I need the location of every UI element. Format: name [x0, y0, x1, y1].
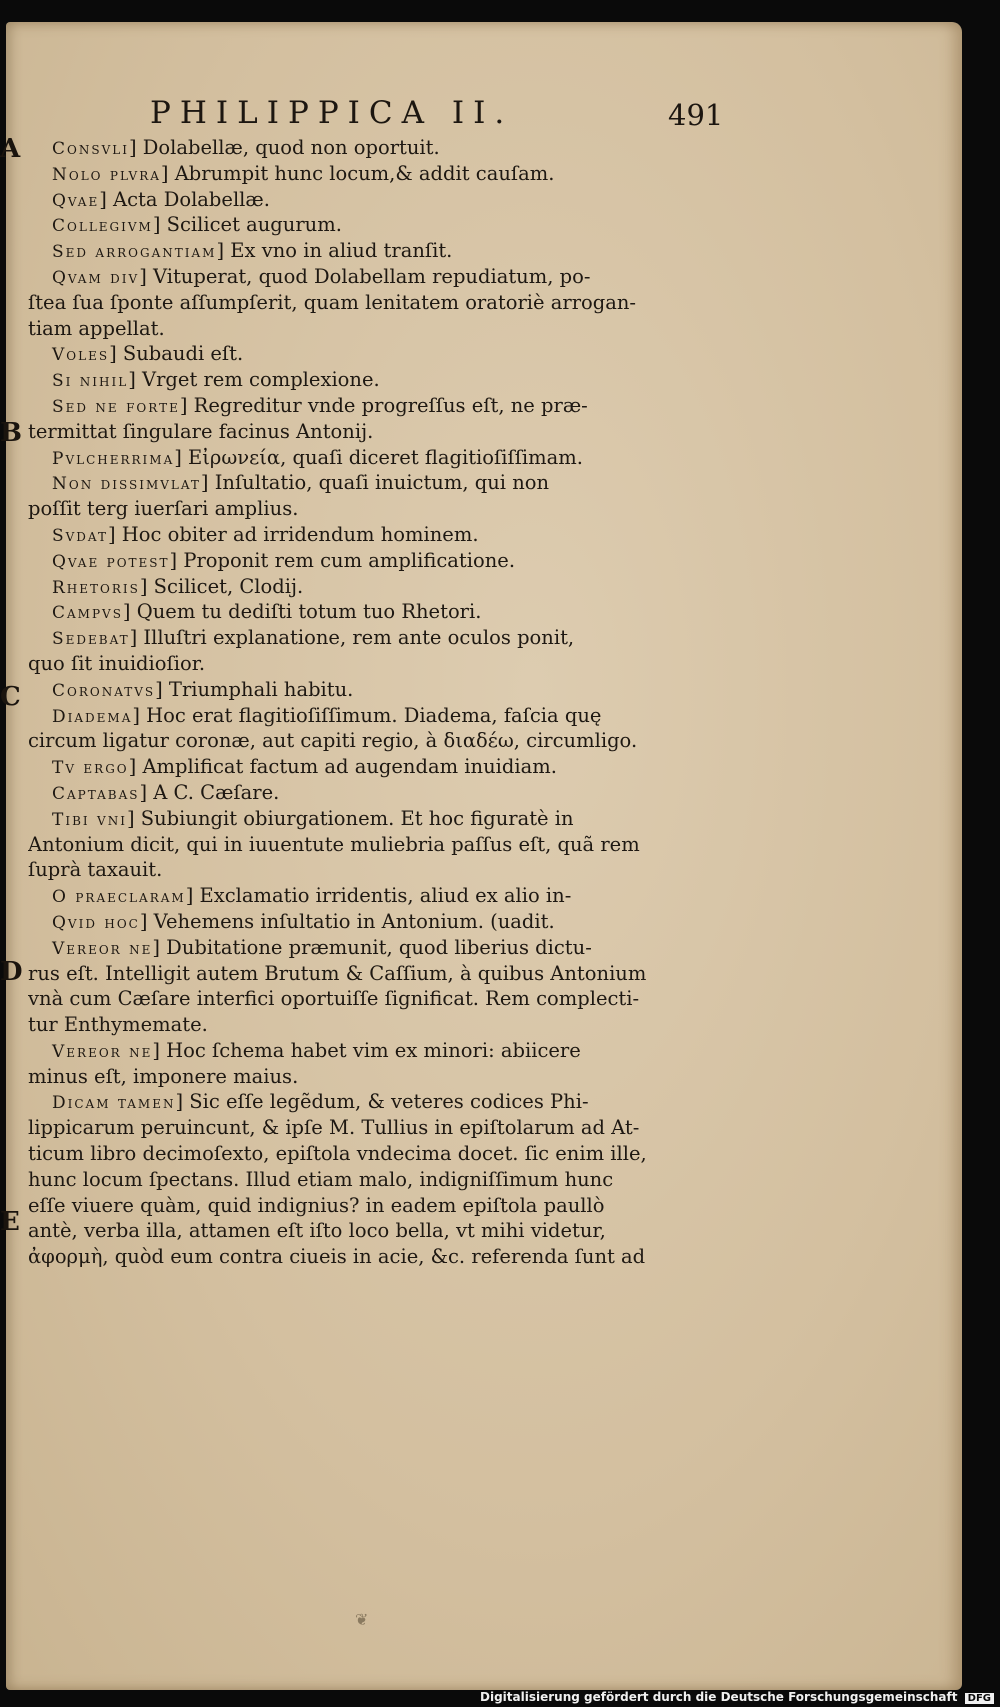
lemma: Svdat [52, 525, 108, 546]
gloss: ] Vehemens inſultatio in Antonium. (uadit. [139, 909, 555, 933]
text-line [28, 187, 728, 213]
text-line [28, 496, 728, 522]
gloss: ſtea ſua ſponte aſſumpſerit, quam lenitatem oratoriè arrogan- [28, 290, 637, 314]
text-line [28, 806, 728, 832]
text-line [28, 986, 728, 1012]
gloss: ] Illuſtri explanatione, rem ante oculos ponit, [129, 626, 575, 650]
text-line [28, 470, 728, 496]
text-line [28, 651, 728, 677]
dfg-logo: DFG [965, 1693, 994, 1704]
gloss: ] Hoc obiter ad irridendum hominem. [107, 522, 479, 546]
text-line [28, 728, 728, 754]
gloss: ] Regreditur vnde progreſſus eſt, ne præ- [179, 393, 588, 417]
gloss: ſuprà taxauit. [28, 858, 163, 882]
text-line [28, 264, 728, 290]
lemma: Sed ne forte [52, 396, 180, 417]
gloss: minus eſt, imponere maius. [28, 1064, 299, 1088]
page-number: 491 [668, 98, 724, 132]
text-line [28, 1218, 728, 1244]
text-line [28, 367, 728, 393]
margin-letter-e: E [0, 1207, 20, 1237]
lemma: Coronatvs [52, 680, 156, 701]
text-line [28, 393, 728, 419]
gloss: ] Sic eſſe legẽdum, & veteres codices Phi- [175, 1090, 589, 1114]
text-line [28, 883, 728, 909]
ornament-mark: ❦ [355, 1610, 369, 1629]
lemma: Diadema [52, 706, 133, 727]
text-line [28, 754, 728, 780]
gloss: ] Dolabellæ, quod non oportuit. [128, 136, 440, 159]
gloss: ] Subiungit obiurgationem. Et hoc figuratè in [126, 806, 574, 830]
gloss: eſſe viuere quàm, quid indignius? in eadem epiſtola paullò [28, 1193, 605, 1217]
gloss: ] Hoc erat flagitioſiſſimum. Diadema, faſcia quę [132, 703, 602, 727]
text-line [28, 419, 728, 445]
text-line [28, 1038, 728, 1064]
text-line [28, 677, 728, 703]
text-line [28, 961, 728, 987]
lemma: Qvae potest [52, 551, 170, 572]
text-line [28, 212, 728, 238]
text-line [28, 161, 728, 187]
margin-letter-d: D [0, 957, 23, 987]
lemma: Non dissimvlat [52, 474, 201, 495]
commentary-text [28, 135, 728, 1270]
gloss: ] Quem tu dediſti totum tuo Rhetori. [122, 600, 482, 624]
margin-letter-b: B [0, 418, 22, 448]
lemma: Sed arrogantiam [52, 242, 217, 263]
gloss: ] Abrumpit hunc locum,& addit cauſam. [160, 161, 555, 185]
gloss: antè, verba illa, attamen eſt iſto loco bella, vt mihi videtur, [28, 1219, 606, 1243]
lemma: Sedebat [52, 629, 130, 650]
lemma: Qvid hoc [52, 912, 140, 933]
lemma: O praeclaram [52, 887, 186, 908]
lemma: Vereor ne [52, 1041, 153, 1062]
lemma: Dicam tamen [52, 1093, 176, 1114]
margin-letter-a: A [0, 134, 21, 164]
text-line [28, 1089, 728, 1115]
text-line [28, 341, 728, 367]
credit-text: Digitalisierung gefördert durch die Deutsche Forschungsgemeinschaft [480, 1690, 958, 1704]
gloss: hunc locum ſpectans. Illud etiam malo, indigniſſimum hunc [28, 1167, 614, 1191]
text-line [28, 445, 728, 471]
text-line [28, 290, 728, 316]
gloss: ] Inſultatio, quaſi inuictum, qui non [200, 471, 550, 495]
gloss: Antonium dicit, qui in iuuentute muliebria paſſus eſt, quã rem [28, 832, 640, 856]
gloss: ] Amplificat factum ad augendam inuidiam. [128, 755, 557, 779]
gloss: ] Scilicet, Clodij. [139, 574, 304, 598]
lemma: Qvae [52, 190, 100, 211]
text-line [28, 1167, 728, 1193]
lemma: Qvam div [52, 267, 140, 288]
text-line [28, 780, 728, 806]
text-line [28, 1244, 728, 1270]
gloss: ] Triumphali habitu. [155, 677, 354, 701]
gloss: ] A C. Cæſare. [139, 780, 280, 804]
gloss: ] Ex vno in aliud tranſit. [216, 239, 453, 263]
gloss: rus eſt. Intelligit autem Brutum & Caſſium, à quibus Antonium [28, 961, 647, 985]
gloss: ] Dubitatione præmunit, quod liberius dictu- [152, 935, 592, 959]
text-line [28, 1012, 728, 1038]
gloss: ] Scilicet augurum. [152, 213, 342, 237]
gloss: ] Subaudi eſt. [109, 342, 244, 366]
text-line [28, 1193, 728, 1219]
gloss: poſſit terg iuerſari amplius. [28, 497, 299, 521]
lemma: Voles [52, 345, 110, 366]
lemma: Tv ergo [52, 758, 129, 779]
gloss: lippicarum peruincunt, & ipſe M. Tullius in epiſtolarum ad At- [28, 1116, 640, 1140]
text-line [28, 135, 728, 161]
text-line [28, 574, 728, 600]
text-line [28, 238, 728, 264]
lemma: Si nihil [52, 371, 129, 392]
text-line [28, 599, 728, 625]
text-line [28, 548, 728, 574]
digitization-credit [480, 1690, 994, 1704]
text-line [28, 522, 728, 548]
lemma: Collegivm [52, 216, 153, 237]
gloss: vnà cum Cæſare interfici oportuiſſe ſignificat. Rem complecti- [28, 987, 640, 1011]
lemma: Nolo plvra [52, 164, 161, 185]
lemma: Campvs [52, 603, 123, 624]
text-line [28, 1141, 728, 1167]
gloss: tiam appellat. [28, 316, 165, 340]
running-title: PHILIPPICA II. [150, 95, 514, 131]
text-line [28, 935, 728, 961]
text-line [28, 909, 728, 935]
gloss: ] Vrget rem complexione. [128, 368, 380, 392]
text-line [28, 316, 728, 342]
text-line [28, 832, 728, 858]
lemma: Vereor ne [52, 938, 153, 959]
gloss: ] Acta Dolabellæ. [99, 187, 270, 211]
text-line [28, 857, 728, 883]
lemma: Rhetoris [52, 577, 140, 598]
text-line [28, 703, 728, 729]
gloss: ] Vituperat, quod Dolabellam repudiatum, po- [139, 264, 591, 288]
gloss: ] Proponit rem cum amplificatione. [169, 548, 516, 572]
lemma: Pvlcherrima [52, 448, 175, 469]
gloss: tur Enthymemate. [28, 1013, 208, 1037]
margin-letter-c: C [0, 682, 21, 712]
gloss: ticum libro decimoſexto, epiſtola vndecima docet. ſic enim ille, [28, 1142, 647, 1166]
text-line [28, 625, 728, 651]
gloss: quo ſit inuidioſior. [28, 651, 206, 675]
gloss: ] Hoc ſchema habet vim ex minori: abiicere [152, 1038, 581, 1062]
gloss: termittat ſingulare facinus Antonij. [28, 419, 374, 443]
gloss: circum ligatur coronæ, aut capiti regio, à διαδέω, circumligo. [28, 729, 638, 753]
gloss: ] Εἰρωνεία, quaſi diceret flagitioſiſſimam. [174, 445, 583, 469]
lemma: Captabas [52, 783, 140, 804]
gloss: ] Exclamatio irridentis, aliud ex alio in- [185, 884, 572, 908]
text-line [28, 1064, 728, 1090]
text-line [28, 1115, 728, 1141]
lemma: Consvli [52, 139, 129, 159]
gloss: ἀφορμὴ, quòd eum contra ciueis in acie, &c. referenda ſunt ad [28, 1245, 646, 1269]
lemma: Tibi vni [52, 809, 127, 830]
